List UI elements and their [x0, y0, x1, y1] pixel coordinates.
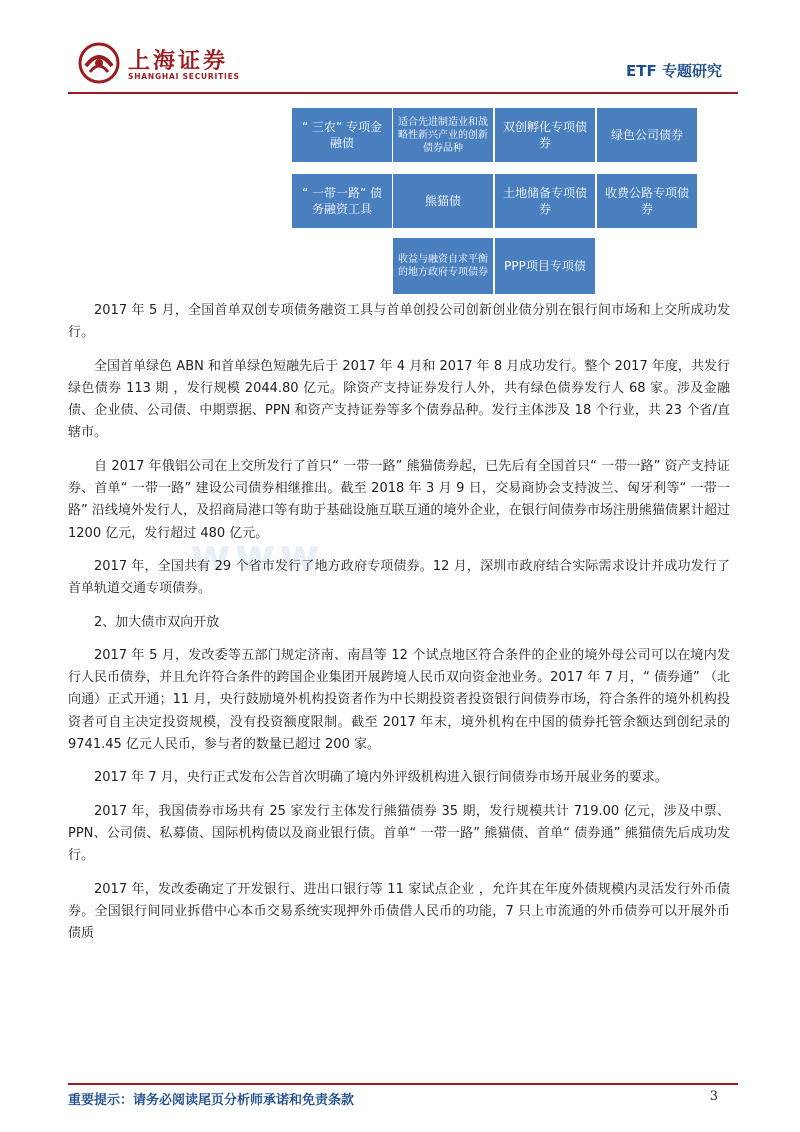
diagram-box: 收费公路专项债券 [597, 174, 697, 228]
diagram-box: 熊猫债 [393, 174, 493, 228]
main-content [68, 300, 730, 956]
diagram-box: 土地储备专项债券 [495, 174, 595, 228]
report-type-label: ETF 专题研究 [626, 62, 722, 80]
body-paragraph: 2017 年 5 月，发改委等五部门规定济南、南昌等 12 个试点地区符合条件的企业的境外母公司可以在境内发行人民币债券，并且允许符合条件的跨国企业集团开展跨境人民币双向资金池业务。2017 年 7 月，“ 债券通” （北向通）正式开通；11 月，央行鼓励境外机构投资者作为中长期投资者投资银行间债券市场，符合条件的境外机构投资者可自主决定投资规模，没有投资额度限制。截至 2017 年末，境外机构在中国的债券托管余额达到创纪录的 9741.45 亿元人民币，参与者的数量已超过 200 家。 [68, 647, 730, 753]
diagram-box: PPP项目专项债 [495, 238, 595, 294]
body-paragraph: 2017 年 5 月，全国首单双创专项债务融资工具与首单创投公司创新创业债分别在银行间市场和上交所成功发行。 [68, 303, 730, 341]
footer-divider [68, 1083, 738, 1085]
section-heading: 2、加大债市双向开放 [94, 614, 220, 630]
header-divider [68, 92, 738, 94]
diagram-box: 收益与融资自求平衡的地方政府专项债券 [393, 238, 493, 294]
watermark: www. [190, 530, 342, 581]
diagram-box: 双创孵化专项债券 [495, 108, 595, 162]
body-paragraph: 全国首单绿色 ABN 和首单绿色短融先后于 2017 年 4 月和 2017 年 8 月成功发行。整个 2017 年度，共发行绿色债券 113 期 ，发行规模 2044.80 亿元。除资产支持证券发行人外，共有绿色债券发行人 68 家。涉及金融债、企业债、公司债、中期票据、PPN 和资产支持证券等多个债券品种。发行主体涉及 18 个行业，共 23 个省/直辖市。 [68, 358, 730, 441]
body-paragraph: 2017 年 7 月，央行正式发布公告首次明确了境内外评级机构进入银行间债券市场开展业务的要求。 [94, 770, 668, 786]
body-paragraph: 自 2017 年俄铝公司在上交所发行了首只“ 一带一路” 熊猫债券起，已先后有全国首只“ 一带一路” 资产支持证券、首单“ 一带一路” 建设公司债券相继推出。截至 2018 年 3 月 9 日，交易商协会支持波兰、匈牙利等“ 一带一路” 沿线境外发行人，及招商局港口等有助于基础设施互联互通的境外企业，在银行间债券市场注册熊猫债累计超过 1200 亿元，发行超过 480 亿元。 [68, 458, 730, 541]
body-paragraph: 2017 年，全国共有 29 个省市发行了地方政府专项债券。12 月，深圳市政府结合实际需求设计并成功发行了首单轨道交通专项债券。 [68, 558, 730, 597]
logo-english-name: SHANGHAI SECURITIES [128, 72, 240, 81]
diagram-box: 适合先进制造业和战略性新兴产业的创新债券品种 [393, 108, 493, 162]
body-paragraph: 2017 年，我国债券市场共有 25 家发行主体发行熊猫债券 35 期，发行规模共计 719.00 亿元，涉及中票、PPN、公司债、私募债、国际机构债以及商业银行债。首单“ 一带一路” 熊猫债、首单“ 债券通” 熊猫债先后成功发行。 [68, 803, 730, 864]
diagram-box: 绿色公司债券 [597, 108, 697, 162]
logo-mark-icon [78, 42, 120, 84]
diagram-box: “ 一带一路” 债务融资工具 [292, 174, 392, 228]
bond-types-diagram [0, 108, 800, 298]
diagram-box: “ 三农” 专项金融债 [292, 108, 392, 162]
logo-chinese-name: 上海证券 [128, 48, 229, 74]
body-paragraph: 2017 年，发改委确定了开发银行、进出口银行等 11 家试点企业 ，允许其在年度外债规模内灵活发行外币债券。全国银行间同业拆借中心本币交易系统实现押外币债借人民币的功能，7 只上市流通的外币债券可以开展外币债质 [68, 881, 730, 942]
page-header [0, 0, 800, 96]
company-logo [78, 42, 238, 86]
disclaimer-note: 重要提示：请务必阅读尾页分析师承诺和免责条款 [68, 1093, 355, 1108]
page-number: 3 [709, 1089, 718, 1104]
